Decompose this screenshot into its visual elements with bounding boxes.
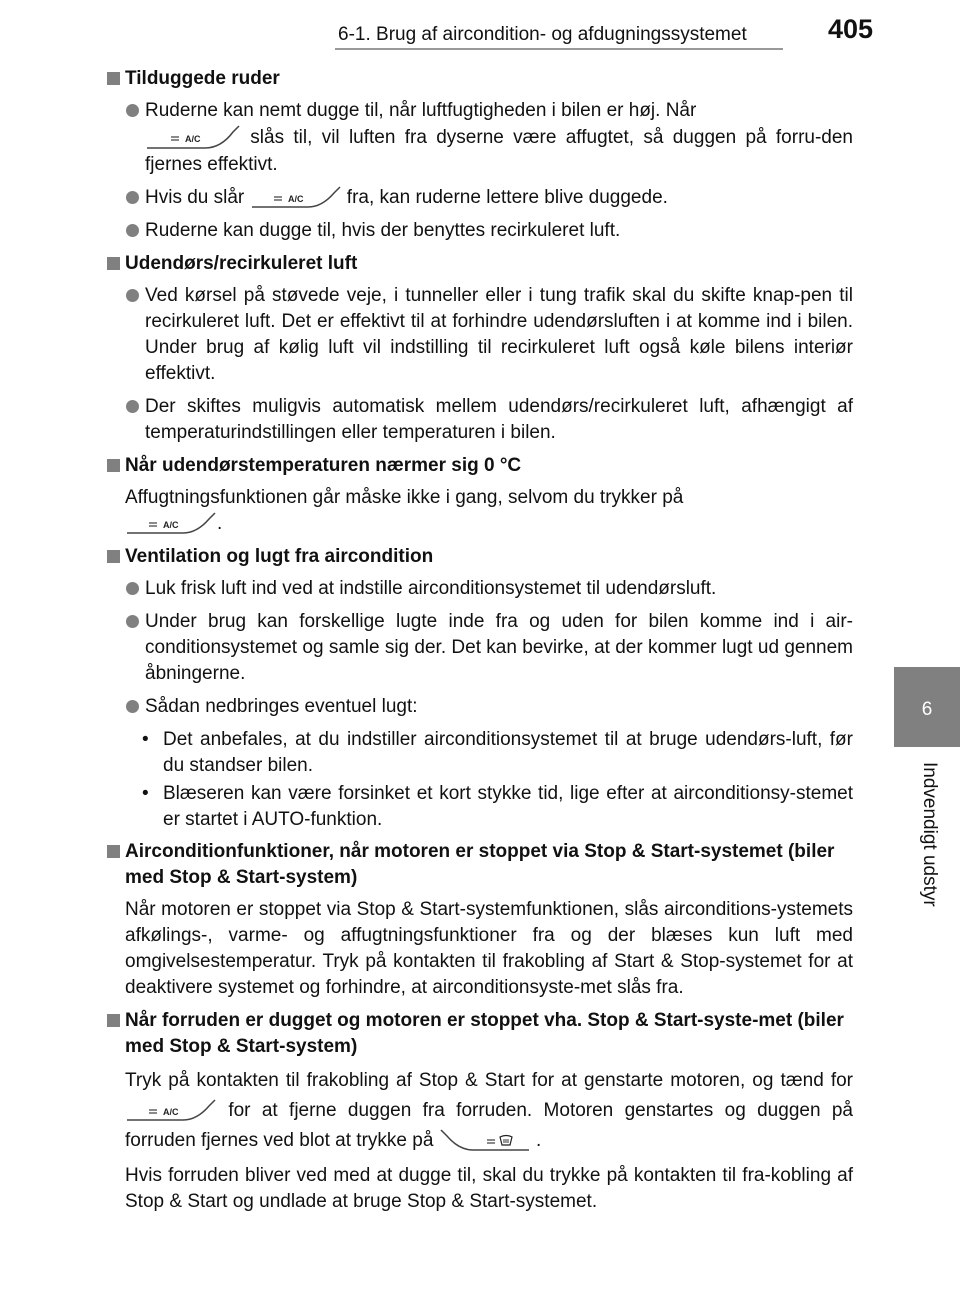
paragraph: [107, 485, 853, 537]
section-heading: Når udendørstemperaturen nærmer sig 0 °C: [107, 453, 853, 479]
bullet-item: [107, 98, 853, 178]
bullet-text: slås til, vil luften fra dyserne være affugtet, så duggen på forru-den fjernes effektivt.: [145, 127, 853, 175]
paragraph-text: .: [530, 1130, 542, 1152]
chapter-tab: [894, 667, 960, 747]
bullet-text: fra, kan ruderne lettere blive duggede.: [341, 187, 668, 209]
ac-icon-label: A/C: [163, 520, 179, 531]
ac-button-icon: [125, 511, 217, 537]
bullet-item: [107, 609, 853, 687]
paragraph-text: for at fjerne duggen fra forruden. Motoren genstartes og duggen på forruden fjernes ved blot at trykke på: [125, 1100, 853, 1152]
ac-button-icon: [125, 1098, 217, 1124]
sub-bullet-item: [107, 781, 853, 833]
section-heading: Udendørs/recirkuleret luft: [107, 251, 853, 277]
bullet-text: Ruderne kan dugge til, hvis der benyttes recirkuleret luft.: [145, 220, 621, 242]
bullet-text: Under brug kan forskellige lugte inde fra og uden for bilen komme ind i air-conditionsystemet og samle sig der. Det kan bevirke, at der kommer lugt ud gennem åbningerne.: [145, 611, 853, 685]
section-heading: Airconditionfunktioner, når motoren er stoppet via Stop & Start-systemet (biler med Stop & Start-system): [107, 839, 853, 891]
paragraph: [107, 897, 853, 1001]
bullet-text: Ved kørsel på støvede veje, i tunneller eller i tung trafik skal du skifte knap-pen til recirkuleret luft. Det er effektivt til at forhindre udendørsluften i at komme ind i bilen. Under brug af kølig luft vil indstilling til recirkuleret luft også køle bilens interiør effektivt.: [145, 285, 853, 385]
bullet-text: Der skiftes muligvis automatisk mellem udendørs/recirkuleret luft, afhængigt af temperaturindstillingen eller temperaturen i bilen.: [145, 396, 853, 444]
bullet-text: Sådan nedbringes eventuel lugt:: [145, 696, 418, 718]
ac-button-icon: [145, 124, 241, 152]
front-defogger-button-icon: [439, 1128, 531, 1154]
chapter-label-box: [895, 762, 960, 962]
section-heading: Ventilation og lugt fra aircondition: [107, 544, 853, 570]
ac-button-icon: [250, 185, 342, 211]
paragraph: [107, 1066, 853, 1156]
paragraph-text: .: [217, 513, 223, 535]
bullet-item: [107, 283, 853, 387]
header-title: 6-1. Brug af aircondition- og afdugningssystemet: [338, 24, 747, 45]
paragraph: [107, 1163, 853, 1215]
chapter-number: 6: [921, 699, 933, 720]
section-heading: Tilduggede ruder: [107, 66, 853, 92]
bullet-item: [107, 185, 853, 211]
paragraph-text: Når motoren er stoppet via Stop & Start-systemfunktionen, slås airconditions-ystemets afkølings-, varme- og affugtningsfunktioner fra og der blæses kun luft med omgivelsestemperatur. Tryk på kontakten til frakobling af Start & Stop-systemet for at deaktivere systemet og forhindre, at airconditionsyste-met slås fra.: [125, 899, 853, 999]
bullet-item: [107, 694, 853, 720]
header-rule: [335, 48, 783, 50]
chapter-label: Indvendigt udstyr: [919, 762, 940, 907]
paragraph-text: Affugtningsfunktionen går måske ikke i gang, selvom du trykker på: [125, 487, 684, 509]
bullet-item: [107, 576, 853, 602]
section-heading: Når forruden er dugget og motoren er stoppet vha. Stop & Start-syste-met (biler med Stop & Start-system): [107, 1008, 853, 1060]
ac-icon-label: A/C: [163, 1107, 179, 1118]
ac-icon-label: A/C: [185, 134, 201, 144]
bullet-text: Luk frisk luft ind ved at indstille airconditionsystemet til udendørsluft.: [145, 578, 717, 600]
page-number: 405: [828, 14, 874, 44]
bullet-text: Hvis du slår: [145, 187, 250, 209]
bullet-item: [107, 218, 853, 244]
page-content: [107, 66, 853, 1222]
ac-icon-label: A/C: [287, 194, 304, 204]
sub-bullet-item: [107, 727, 853, 779]
sub-bullet-text: Det anbefales, at du indstiller airconditionsystemet til at bruge udendørs-luft, før du standser bilen.: [163, 729, 853, 777]
paragraph-text: Hvis forruden bliver ved med at dugge til, skal du trykke på kontakten til fra-kobling af Stop & Start og undlade at bruge Stop & Start-systemet.: [125, 1165, 853, 1213]
bullet-item: [107, 394, 853, 446]
bullet-text: Ruderne kan nemt dugge til, når luftfugtigheden i bilen er høj. Når: [145, 100, 697, 121]
paragraph-text: Tryk på kontakten til frakobling af Stop & Start for at genstarte motoren, og tænd for: [125, 1070, 853, 1092]
sub-bullet-text: Blæseren kan være forsinket et kort stykke tid, lige efter at airconditionsy-stemet er startet i AUTO-funktion.: [163, 783, 853, 831]
